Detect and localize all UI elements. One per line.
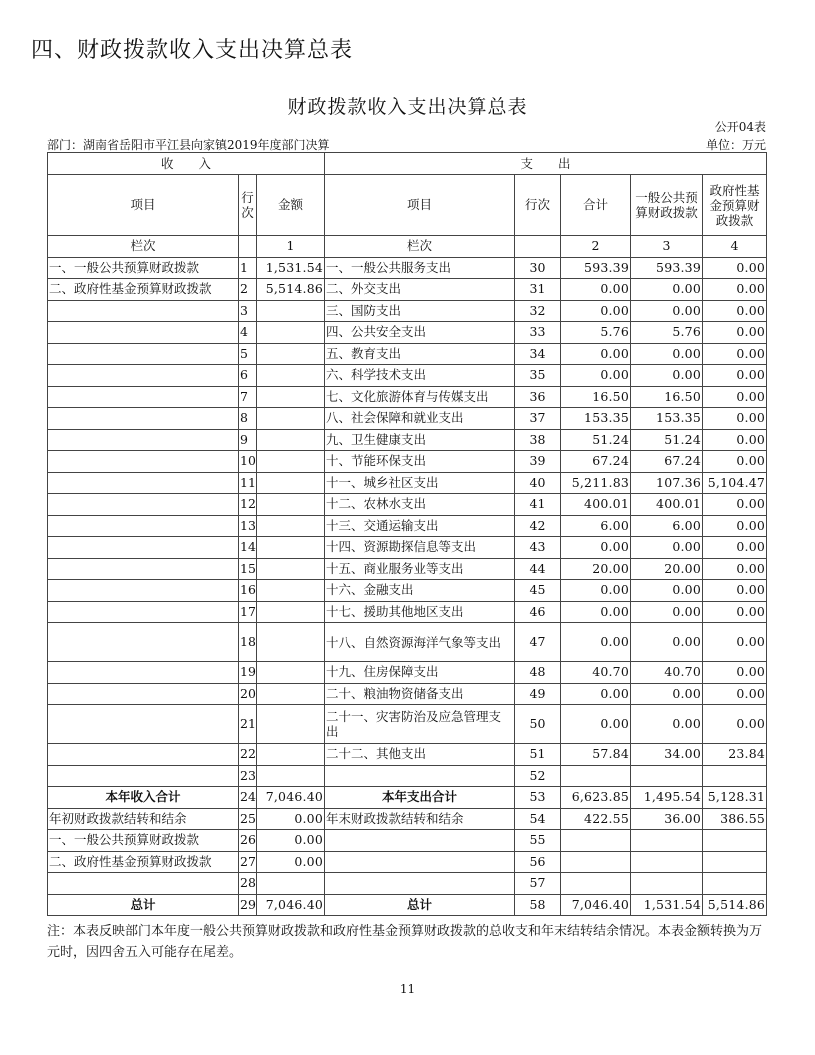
income-item-cell [48, 662, 239, 684]
expense-line-cell: 54 [515, 808, 561, 830]
expense-total-cell: 16.50 [561, 386, 631, 408]
page-number: 11 [399, 982, 416, 996]
expense-fund-cell: 0.00 [703, 601, 767, 623]
income-amount-cell [257, 451, 325, 473]
expense-line-cell: 50 [515, 705, 561, 744]
expense-total-cell: 153.35 [561, 408, 631, 430]
income-item-cell [48, 580, 239, 602]
expense-general-cell: 5.76 [631, 322, 703, 344]
income-line-cell: 10 [239, 451, 257, 473]
expense-total-cell [561, 851, 631, 873]
expense-fund-cell: 5,514.86 [703, 894, 767, 916]
table-row [48, 515, 767, 537]
income-line-cell: 23 [239, 765, 257, 787]
expense-general-cell: 1,531.54 [631, 894, 703, 916]
expense-line-cell: 42 [515, 515, 561, 537]
expense-fund-cell: 0.00 [703, 386, 767, 408]
expense-fund-cell: 0.00 [703, 705, 767, 744]
income-line-cell: 22 [239, 744, 257, 766]
income-item-header: 项目 [48, 175, 239, 236]
expense-item-cell: 十四、资源勘探信息等支出 [325, 537, 515, 559]
income-amount-cell: 5,514.86 [257, 279, 325, 301]
income-amount-cell [257, 873, 325, 895]
col-index-2: 2 [561, 236, 631, 258]
expense-fund-cell: 0.00 [703, 257, 767, 279]
table-row [48, 343, 767, 365]
income-item-cell [48, 705, 239, 744]
expense-general-cell: 6.00 [631, 515, 703, 537]
expense-line-cell: 41 [515, 494, 561, 516]
expense-general-cell: 0.00 [631, 580, 703, 602]
table-row [48, 365, 767, 387]
income-line-cell: 28 [239, 873, 257, 895]
income-line-cell: 15 [239, 558, 257, 580]
expense-general-cell: 0.00 [631, 279, 703, 301]
expense-total-cell: 5.76 [561, 322, 631, 344]
table-row [48, 873, 767, 895]
table-row [48, 601, 767, 623]
income-line-cell: 27 [239, 851, 257, 873]
expense-total-cell [561, 830, 631, 852]
expense-total-cell: 6,623.85 [561, 787, 631, 809]
expense-total-cell [561, 765, 631, 787]
col-index-3: 3 [631, 236, 703, 258]
income-line-cell: 7 [239, 386, 257, 408]
income-amount-cell [257, 365, 325, 387]
income-line-cell: 8 [239, 408, 257, 430]
expense-general-cell: 40.70 [631, 662, 703, 684]
table-row [48, 765, 767, 787]
income-item-cell [48, 537, 239, 559]
expense-item-cell [325, 851, 515, 873]
expense-item-cell: 十、节能环保支出 [325, 451, 515, 473]
expense-item-cell: 一、一般公共服务支出 [325, 257, 515, 279]
expense-general-header: 一般公共预算财政拨款 [631, 175, 703, 236]
fiscal-summary-table [47, 152, 767, 916]
income-item-cell [48, 300, 239, 322]
col-index-1: 1 [257, 236, 325, 258]
income-line-cell: 9 [239, 429, 257, 451]
expense-total-cell: 422.55 [561, 808, 631, 830]
income-item-cell: 本年收入合计 [48, 787, 239, 809]
expense-line-cell: 52 [515, 765, 561, 787]
income-amount-cell [257, 744, 325, 766]
income-item-cell [48, 515, 239, 537]
income-line-header: 行次 [239, 175, 257, 236]
income-line-cell: 2 [239, 279, 257, 301]
expense-line-cell: 48 [515, 662, 561, 684]
income-item-cell [48, 623, 239, 662]
table-row [48, 894, 767, 916]
expense-general-cell: 0.00 [631, 537, 703, 559]
expense-fund-cell: 23.84 [703, 744, 767, 766]
expense-line-cell: 45 [515, 580, 561, 602]
income-item-cell [48, 429, 239, 451]
income-amount-cell [257, 623, 325, 662]
table-row [48, 279, 767, 301]
form-number: 公开04表 [714, 120, 766, 134]
income-item-cell [48, 451, 239, 473]
expense-general-cell [631, 765, 703, 787]
table-row [48, 537, 767, 559]
expense-total-cell: 51.24 [561, 429, 631, 451]
expense-item-cell: 二十、粮油物资储备支出 [325, 683, 515, 705]
income-line-cell: 16 [239, 580, 257, 602]
column-index-row [48, 236, 767, 258]
expense-total-cell: 0.00 [561, 343, 631, 365]
income-amount-cell [257, 765, 325, 787]
income-amount-cell: 0.00 [257, 830, 325, 852]
expense-line-cell: 31 [515, 279, 561, 301]
income-item-cell [48, 408, 239, 430]
expense-fund-cell: 0.00 [703, 279, 767, 301]
table-row [48, 429, 767, 451]
table-row [48, 705, 767, 744]
expense-group-header: 支 出 [325, 153, 767, 175]
table-row [48, 808, 767, 830]
expense-item-cell: 十八、自然资源海洋气象等支出 [325, 623, 515, 662]
expense-general-cell: 51.24 [631, 429, 703, 451]
income-amount-cell [257, 472, 325, 494]
col-label-2: 栏次 [325, 236, 515, 258]
expense-total-cell: 67.24 [561, 451, 631, 473]
unit-label: 单位：万元 [705, 138, 766, 152]
expense-item-header: 项目 [325, 175, 515, 236]
income-item-cell [48, 322, 239, 344]
expense-item-cell: 二十一、灾害防治及应急管理支出 [325, 705, 515, 744]
income-item-cell [48, 386, 239, 408]
income-amount-cell [257, 683, 325, 705]
expense-total-cell: 0.00 [561, 537, 631, 559]
expense-line-cell: 44 [515, 558, 561, 580]
income-item-cell [48, 365, 239, 387]
table-row [48, 408, 767, 430]
expense-total-cell: 6.00 [561, 515, 631, 537]
col-index-4: 4 [703, 236, 767, 258]
income-amount-cell: 0.00 [257, 851, 325, 873]
expense-line-cell: 57 [515, 873, 561, 895]
expense-item-cell: 十二、农林水支出 [325, 494, 515, 516]
table-row [48, 472, 767, 494]
section-title: 四、财政拨款收入支出决算总表 [31, 38, 354, 63]
income-amount-cell [257, 580, 325, 602]
expense-item-cell: 总计 [325, 894, 515, 916]
expense-fund-cell [703, 851, 767, 873]
expense-item-cell [325, 873, 515, 895]
table-row [48, 662, 767, 684]
empty-cell [515, 236, 561, 258]
table-row [48, 744, 767, 766]
expense-item-cell: 七、文化旅游体育与传媒支出 [325, 386, 515, 408]
income-amount-cell [257, 601, 325, 623]
table-row [48, 386, 767, 408]
expense-total-cell: 0.00 [561, 601, 631, 623]
table-row [48, 830, 767, 852]
income-line-cell: 20 [239, 683, 257, 705]
income-item-cell: 年初财政拨款结转和结余 [48, 808, 239, 830]
income-line-cell: 11 [239, 472, 257, 494]
expense-total-cell: 40.70 [561, 662, 631, 684]
expense-item-cell: 九、卫生健康支出 [325, 429, 515, 451]
table-row [48, 300, 767, 322]
expense-total-cell: 400.01 [561, 494, 631, 516]
income-item-cell: 二、政府性基金预算财政拨款 [48, 851, 239, 873]
expense-fund-cell: 0.00 [703, 322, 767, 344]
expense-item-cell: 年末财政拨款结转和结余 [325, 808, 515, 830]
income-line-cell: 19 [239, 662, 257, 684]
expense-line-cell: 58 [515, 894, 561, 916]
expense-fund-cell: 0.00 [703, 451, 767, 473]
col-label: 栏次 [48, 236, 239, 258]
expense-line-cell: 30 [515, 257, 561, 279]
document-title: 财政拨款收入支出决算总表 [287, 96, 528, 118]
income-line-cell: 18 [239, 623, 257, 662]
expense-general-cell: 0.00 [631, 300, 703, 322]
income-amount-cell [257, 322, 325, 344]
income-amount-cell [257, 408, 325, 430]
expense-fund-cell: 5,104.47 [703, 472, 767, 494]
income-item-cell [48, 744, 239, 766]
income-line-cell: 26 [239, 830, 257, 852]
expense-line-cell: 49 [515, 683, 561, 705]
expense-line-cell: 33 [515, 322, 561, 344]
expense-general-cell: 0.00 [631, 365, 703, 387]
expense-total-cell: 0.00 [561, 279, 631, 301]
expense-general-cell: 0.00 [631, 623, 703, 662]
expense-line-cell: 40 [515, 472, 561, 494]
expense-total-cell: 0.00 [561, 365, 631, 387]
expense-total-cell: 57.84 [561, 744, 631, 766]
expense-total-cell: 20.00 [561, 558, 631, 580]
expense-item-cell [325, 765, 515, 787]
expense-item-cell: 本年支出合计 [325, 787, 515, 809]
expense-item-cell: 六、科学技术支出 [325, 365, 515, 387]
expense-fund-cell: 0.00 [703, 558, 767, 580]
expense-line-cell: 55 [515, 830, 561, 852]
income-line-cell: 14 [239, 537, 257, 559]
expense-general-cell: 34.00 [631, 744, 703, 766]
expense-item-cell: 三、国防支出 [325, 300, 515, 322]
income-amount-cell [257, 429, 325, 451]
expense-fund-cell: 0.00 [703, 300, 767, 322]
table-row [48, 494, 767, 516]
income-amount-cell [257, 705, 325, 744]
income-item-cell [48, 765, 239, 787]
group-header-row [48, 153, 767, 175]
income-item-cell [48, 683, 239, 705]
income-item-cell: 一、一般公共预算财政拨款 [48, 830, 239, 852]
expense-item-cell: 五、教育支出 [325, 343, 515, 365]
table-row [48, 558, 767, 580]
income-line-cell: 6 [239, 365, 257, 387]
expense-item-cell [325, 830, 515, 852]
expense-fund-cell: 0.00 [703, 683, 767, 705]
income-item-cell: 总计 [48, 894, 239, 916]
expense-line-cell: 43 [515, 537, 561, 559]
expense-item-cell: 十六、金融支出 [325, 580, 515, 602]
expense-fund-cell: 0.00 [703, 537, 767, 559]
expense-fund-cell [703, 765, 767, 787]
expense-item-cell: 四、公共安全支出 [325, 322, 515, 344]
income-item-cell [48, 558, 239, 580]
income-group-header: 收 入 [48, 153, 325, 175]
expense-total-cell: 5,211.83 [561, 472, 631, 494]
expense-total-cell: 0.00 [561, 300, 631, 322]
expense-general-cell: 153.35 [631, 408, 703, 430]
income-item-cell: 二、政府性基金预算财政拨款 [48, 279, 239, 301]
expense-total-cell: 7,046.40 [561, 894, 631, 916]
income-item-cell [48, 873, 239, 895]
expense-item-cell: 十九、住房保障支出 [325, 662, 515, 684]
expense-fund-cell: 0.00 [703, 662, 767, 684]
income-amount-cell [257, 558, 325, 580]
expense-item-cell: 十三、交通运输支出 [325, 515, 515, 537]
income-item-cell [48, 494, 239, 516]
income-amount-cell [257, 343, 325, 365]
income-amount-cell [257, 494, 325, 516]
table-row [48, 322, 767, 344]
expense-line-cell: 56 [515, 851, 561, 873]
expense-total-header: 合计 [561, 175, 631, 236]
expense-fund-cell: 386.55 [703, 808, 767, 830]
expense-general-cell: 593.39 [631, 257, 703, 279]
expense-general-cell: 1,495.54 [631, 787, 703, 809]
expense-item-cell: 二十二、其他支出 [325, 744, 515, 766]
expense-general-cell: 0.00 [631, 705, 703, 744]
income-line-cell: 3 [239, 300, 257, 322]
expense-total-cell: 0.00 [561, 623, 631, 662]
income-amount-cell: 7,046.40 [257, 787, 325, 809]
expense-item-cell: 八、社会保障和就业支出 [325, 408, 515, 430]
expense-general-cell [631, 851, 703, 873]
expense-general-cell [631, 830, 703, 852]
expense-line-cell: 51 [515, 744, 561, 766]
income-item-cell [48, 601, 239, 623]
expense-fund-cell: 0.00 [703, 429, 767, 451]
table-row [48, 623, 767, 662]
expense-general-cell: 400.01 [631, 494, 703, 516]
expense-fund-header: 政府性基金预算财政拨款 [703, 175, 767, 236]
income-item-cell: 一、一般公共预算财政拨款 [48, 257, 239, 279]
income-amount-cell [257, 537, 325, 559]
income-line-cell: 29 [239, 894, 257, 916]
expense-line-cell: 46 [515, 601, 561, 623]
expense-fund-cell: 0.00 [703, 494, 767, 516]
table-row [48, 851, 767, 873]
expense-total-cell [561, 873, 631, 895]
expense-line-cell: 35 [515, 365, 561, 387]
expense-item-cell: 十五、商业服务业等支出 [325, 558, 515, 580]
expense-line-cell: 39 [515, 451, 561, 473]
expense-total-cell: 0.00 [561, 580, 631, 602]
expense-general-cell: 0.00 [631, 683, 703, 705]
footnote: 注：本表反映部门本年度一般公共预算财政拨款和政府性基金预算财政拨款的总收支和年末结转结余情况。本表金额转换为万元时，因四舍五入可能存在尾差。 [47, 924, 763, 960]
expense-general-cell: 107.36 [631, 472, 703, 494]
expense-general-cell [631, 873, 703, 895]
income-amount-cell [257, 662, 325, 684]
expense-line-cell: 37 [515, 408, 561, 430]
income-amount-cell [257, 300, 325, 322]
expense-line-cell: 36 [515, 386, 561, 408]
income-amount-cell: 1,531.54 [257, 257, 325, 279]
table-row [48, 451, 767, 473]
income-line-cell: 13 [239, 515, 257, 537]
income-line-cell: 24 [239, 787, 257, 809]
income-line-cell: 1 [239, 257, 257, 279]
expense-fund-cell: 0.00 [703, 365, 767, 387]
income-item-cell [48, 472, 239, 494]
expense-item-cell: 十七、援助其他地区支出 [325, 601, 515, 623]
income-amount-header: 金额 [257, 175, 325, 236]
expense-line-cell: 32 [515, 300, 561, 322]
table-row [48, 580, 767, 602]
expense-total-cell: 0.00 [561, 705, 631, 744]
expense-total-cell: 593.39 [561, 257, 631, 279]
expense-total-cell: 0.00 [561, 683, 631, 705]
expense-general-cell: 0.00 [631, 343, 703, 365]
expense-item-cell: 二、外交支出 [325, 279, 515, 301]
expense-fund-cell [703, 830, 767, 852]
income-line-cell: 21 [239, 705, 257, 744]
table-row [48, 683, 767, 705]
expense-fund-cell: 0.00 [703, 343, 767, 365]
expense-line-cell: 34 [515, 343, 561, 365]
expense-line-cell: 38 [515, 429, 561, 451]
expense-item-cell: 十一、城乡社区支出 [325, 472, 515, 494]
expense-fund-cell: 0.00 [703, 408, 767, 430]
expense-fund-cell: 0.00 [703, 580, 767, 602]
expense-line-cell: 47 [515, 623, 561, 662]
income-line-cell: 5 [239, 343, 257, 365]
income-amount-cell: 7,046.40 [257, 894, 325, 916]
column-header-row [48, 175, 767, 236]
income-amount-cell [257, 386, 325, 408]
expense-line-cell: 53 [515, 787, 561, 809]
table-row [48, 787, 767, 809]
expense-fund-cell: 5,128.31 [703, 787, 767, 809]
expense-general-cell: 67.24 [631, 451, 703, 473]
income-amount-cell [257, 515, 325, 537]
table-row [48, 257, 767, 279]
expense-fund-cell: 0.00 [703, 515, 767, 537]
income-line-cell: 17 [239, 601, 257, 623]
income-line-cell: 12 [239, 494, 257, 516]
income-line-cell: 25 [239, 808, 257, 830]
expense-fund-cell [703, 873, 767, 895]
income-line-cell: 4 [239, 322, 257, 344]
income-item-cell [48, 343, 239, 365]
expense-line-header: 行次 [515, 175, 561, 236]
expense-general-cell: 20.00 [631, 558, 703, 580]
department-label: 部门：湖南省岳阳市平江县向家镇2019年度部门决算 [47, 138, 330, 152]
expense-fund-cell: 0.00 [703, 623, 767, 662]
expense-general-cell: 16.50 [631, 386, 703, 408]
expense-general-cell: 36.00 [631, 808, 703, 830]
empty-cell [239, 236, 257, 258]
expense-general-cell: 0.00 [631, 601, 703, 623]
income-amount-cell: 0.00 [257, 808, 325, 830]
